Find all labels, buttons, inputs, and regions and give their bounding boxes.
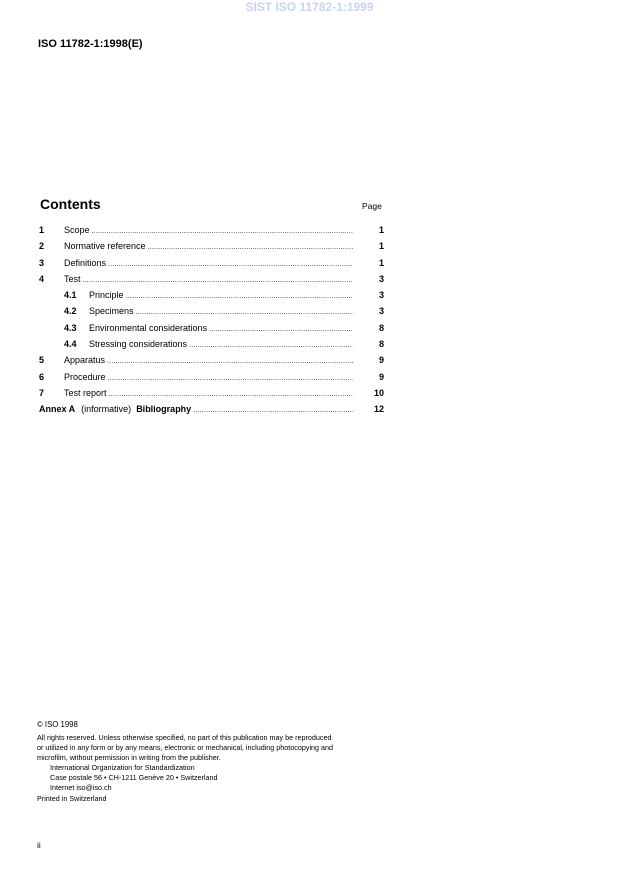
organization-address: Case postale 56 • CH-1211 Genève 20 • Switzerland — [50, 773, 218, 782]
toc-entry-scope[interactable] — [39, 225, 384, 241]
leader-dots — [108, 261, 353, 268]
rights-line-1: All rights reserved. Unless otherwise specified, no part of this publication may be reproduced — [37, 733, 332, 742]
toc-entry-normative-reference[interactable] — [39, 241, 384, 257]
toc-number: 3 — [39, 257, 45, 268]
toc-label: Test report — [64, 387, 107, 398]
leader-dots — [126, 293, 353, 300]
toc-label: Apparatus — [64, 355, 106, 366]
printed-in: Printed in Switzerland — [37, 794, 107, 803]
toc-label: Principle — [89, 290, 124, 301]
toc-number: 4.1 — [64, 290, 77, 301]
toc-entry-principle[interactable] — [64, 290, 384, 306]
toc-number: 1 — [39, 225, 45, 235]
organization-name: International Organization for Standardization — [50, 763, 195, 772]
toc-page: 1 — [378, 225, 384, 235]
toc-number: 2 — [39, 241, 45, 252]
annex-title: Bibliography — [136, 404, 192, 415]
toc-number: 4.4 — [64, 339, 77, 350]
toc-number: 5 — [39, 355, 45, 366]
document-id: ISO 11782-1:1998(E) — [38, 38, 143, 50]
leader-dots — [189, 342, 353, 349]
annex-label: Annex A — [39, 404, 76, 415]
leader-dots — [108, 375, 353, 382]
toc-entry-specimens[interactable] — [64, 306, 384, 322]
toc-number: 4 — [39, 273, 45, 284]
toc-page: 3 — [378, 290, 384, 301]
toc-label: Environmental considerations — [89, 322, 208, 333]
toc-entry-stressing-considerations[interactable] — [64, 339, 384, 355]
page-column-label: Page — [362, 201, 382, 211]
rights-line-2: or utilized in any form or by any means, electronic or mechanical, including photocopying and — [37, 743, 334, 752]
toc-page: 3 — [378, 306, 384, 317]
rights-line-3: microfilm, without permission in writing from the publisher. — [37, 753, 221, 762]
leader-dots — [107, 358, 353, 365]
toc-entry-annex-a[interactable] — [39, 404, 384, 420]
toc-number: 6 — [39, 371, 45, 382]
toc-page: 10 — [373, 387, 384, 398]
contents-title: Contents — [40, 196, 101, 212]
toc-label: Test — [64, 273, 81, 284]
toc-page: 8 — [378, 322, 384, 333]
toc-entry-test[interactable] — [39, 274, 384, 290]
toc-page: 1 — [378, 257, 384, 268]
table-of-contents — [39, 225, 384, 421]
toc-label: Normative reference — [64, 241, 146, 252]
toc-label: Procedure — [64, 371, 106, 382]
toc-page: 12 — [373, 404, 384, 415]
leader-dots — [136, 309, 353, 316]
annex-type: (informative) — [81, 404, 132, 415]
leader-dots — [92, 228, 353, 235]
toc-label: Scope — [64, 225, 90, 235]
toc-label: Specimens — [89, 306, 134, 317]
toc-page: 8 — [378, 339, 384, 350]
leader-dots — [193, 407, 353, 414]
copyright-notice — [37, 720, 387, 804]
toc-label: Definitions — [64, 257, 107, 268]
page-number: ii — [37, 840, 41, 850]
toc-number: 4.3 — [64, 322, 77, 333]
toc-page: 9 — [378, 355, 384, 366]
leader-dots — [209, 326, 353, 333]
organization-internet: Internet iso@iso.ch — [50, 783, 112, 792]
toc-entry-procedure[interactable] — [39, 372, 384, 388]
watermark: SIST ISO 11782-1:1999 — [245, 0, 374, 14]
toc-number: 4.2 — [64, 306, 77, 317]
toc-page: 9 — [378, 371, 384, 382]
toc-entry-apparatus[interactable] — [39, 355, 384, 371]
leader-dots — [109, 391, 353, 398]
toc-entry-environmental-considerations[interactable] — [64, 323, 384, 339]
leader-dots — [83, 277, 353, 284]
toc-entry-test-report[interactable] — [39, 388, 384, 404]
copyright-line: © ISO 1998 — [37, 720, 78, 729]
toc-number: 7 — [39, 387, 45, 398]
toc-label: Stressing considerations — [89, 339, 188, 350]
toc-entry-definitions[interactable] — [39, 258, 384, 274]
toc-page: 1 — [378, 241, 384, 252]
toc-page: 3 — [378, 273, 384, 284]
leader-dots — [148, 244, 353, 251]
